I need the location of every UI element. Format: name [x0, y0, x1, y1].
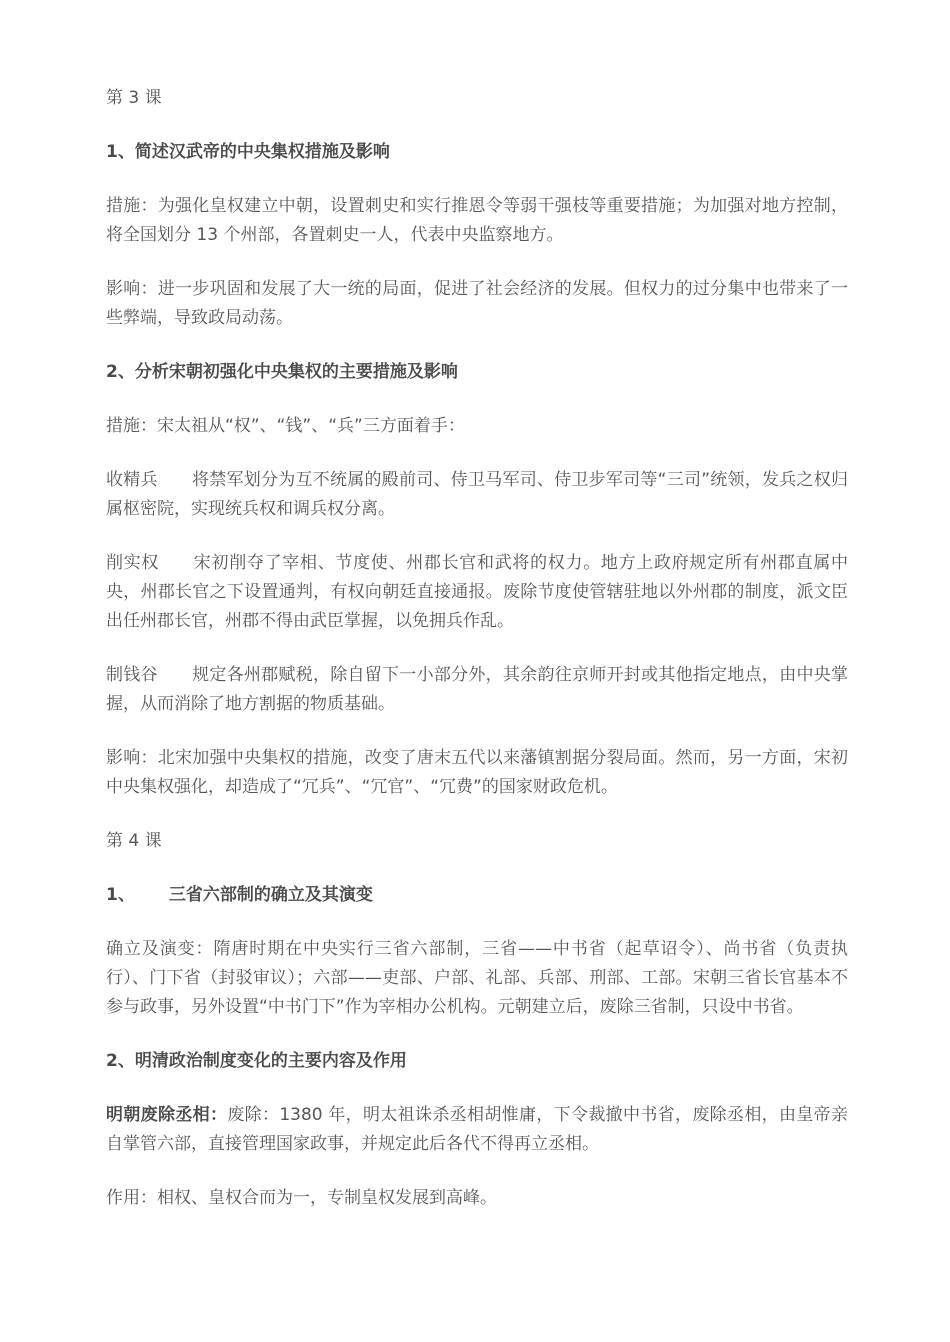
measure-text: 将禁军划分为互不统属的殿前司、侍卫马军司、侍卫步军司等“三司”统领，发兵之权归属枢密院，实现统兵权和调兵权分离。 [106, 470, 848, 519]
lesson-3-question-1-measures: 措施：为强化皇权建立中朝，设置刺史和实行推恩令等弱干强枝等重要措施；为加强对地方控制，将全国划分 13 个州部，各置刺史一人，代表中央监察地方。 [106, 196, 848, 245]
document-page [106, 84, 848, 1238]
measure-text: 宋初削夺了宰相、节度使、州郡长官和武将的权力。地方上政府规定所有州郡直属中央，州郡长官之下设置通判，有权向朝廷直接通报。废除节度使管辖驻地以外州郡的制度，派文臣出任州郡长官，州郡不得由武臣掌握，以免拥兵作乱。 [106, 553, 849, 631]
lesson-4-title: 第 4 课 [106, 831, 162, 851]
lesson-4-question-2-heading: 2、明清政治制度变化的主要内容及作用 [106, 1051, 407, 1071]
measure-label: 制钱谷 [106, 665, 158, 685]
heading-number: 1、 [106, 885, 135, 905]
measure-item [106, 549, 848, 636]
measure-item [106, 466, 848, 524]
lesson-4-question-2-effect: 作用：相权、皇权合而为一，专制皇权发展到高峰。 [106, 1188, 497, 1208]
heading-text: 三省六部制的确立及其演变 [168, 885, 373, 905]
measure-text: 规定各州郡赋税，除自留下一小部分外，其余韵往京师开封或其他指定地点，由中央掌握，从而消除了地方割据的物质基础。 [106, 665, 849, 714]
bold-lead: 明朝废除丞相： [106, 1105, 228, 1125]
lesson-3-question-2-intro: 措施：宋太祖从“权”、“钱”、“兵”三方面着手： [106, 416, 465, 436]
measure-label: 收精兵 [106, 470, 158, 490]
measure-item [106, 661, 848, 719]
lesson-4-question-1-body: 确立及演变：隋唐时期在中央实行三省六部制，三省——中书省（起草诏令）、尚书省（负责执行）、门下省（封驳审议）；六部——吏部、户部、礼部、兵部、刑部、工部。宋朝三省长官基本不参与政事，另外设置“中书门下”作为宰相办公机构。元朝建立后，废除三省制，只设中书省。 [106, 939, 848, 1017]
lesson-3-question-2-heading: 2、分析宋朝初强化中央集权的主要措施及影响 [106, 362, 458, 382]
lesson-4-question-1-heading [106, 881, 848, 910]
measure-label: 削实权 [106, 553, 160, 573]
lesson-4-question-2-body [106, 1101, 848, 1159]
body-text: 废除：1380 年，明太祖诛杀丞相胡惟庸，下令裁撤中书省，废除丞相，由皇帝亲自掌管六部，直接管理国家政事，并规定此后各代不得再立丞相。 [106, 1105, 849, 1154]
lesson-3-question-1-heading: 1、简述汉武帝的中央集权措施及影响 [106, 142, 390, 162]
lesson-3-title: 第 3 课 [106, 88, 162, 108]
lesson-3-question-1-impact: 影响：进一步巩固和发展了大一统的局面，促进了社会经济的发展。但权力的过分集中也带来了一些弊端，导致政局动荡。 [106, 279, 848, 328]
lesson-3-question-2-impact: 影响：北宋加强中央集权的措施，改变了唐末五代以来藩镇割据分裂局面。然而，另一方面，宋初中央集权强化，却造成了“冗兵”、“冗官”、“冗费”的国家财政危机。 [106, 748, 848, 797]
